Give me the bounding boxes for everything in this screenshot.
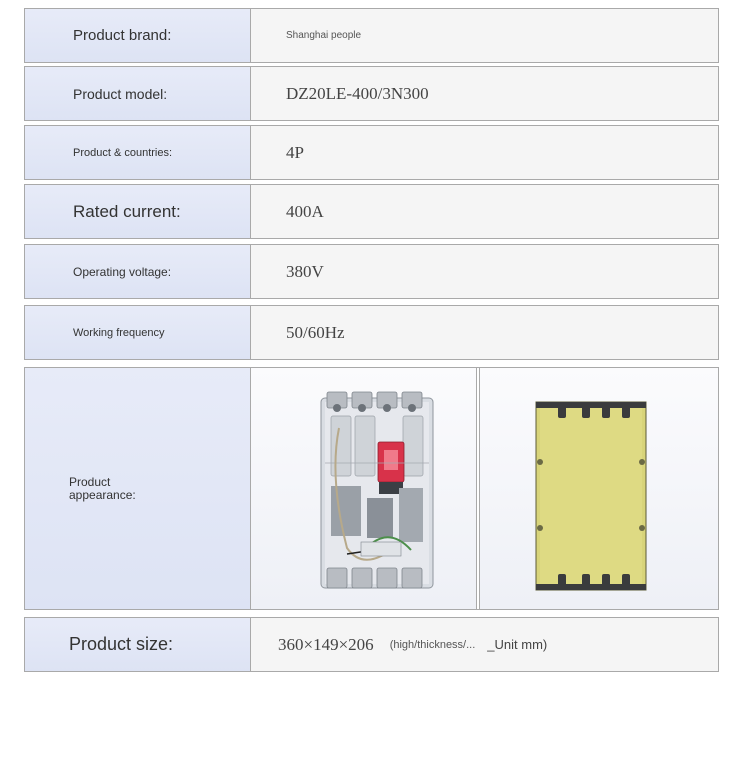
spec-label-brand: Product brand:: [73, 27, 172, 44]
spec-label-frequency: Working frequency: [73, 326, 165, 339]
spec-value-model: DZ20LE-400/3N300: [286, 83, 429, 103]
spec-label-poles: Product & countries:: [73, 146, 173, 159]
spec-label-cell: [25, 67, 251, 120]
spec-label-voltage: Operating voltage:: [73, 264, 172, 279]
spec-value-cell: [251, 185, 718, 238]
spec-row-voltage: [24, 244, 719, 299]
spec-value-cell: [251, 618, 718, 671]
spec-label-appearance: [69, 476, 136, 502]
spec-value-cell: [251, 306, 718, 359]
spec-row-model: [24, 66, 719, 121]
spec-label-cell: [25, 185, 251, 238]
spec-size-unit: _Unit mm): [487, 637, 548, 652]
product-photo-back: [479, 368, 718, 609]
spec-label-model: Product model:: [73, 85, 168, 102]
spec-label-cell: [25, 368, 251, 609]
spec-row-poles: [24, 125, 719, 180]
spec-value-voltage: 380V: [286, 261, 324, 281]
spec-label-cell: [25, 9, 251, 62]
spec-row-appearance: [24, 367, 719, 610]
spec-label-cell: [25, 245, 251, 298]
spec-row-current: [24, 184, 719, 239]
circuit-breaker-front-icon: [251, 368, 476, 609]
appearance-label-line2: appearance:: [69, 487, 136, 502]
spec-value-cell: [251, 67, 718, 120]
spec-value-cell: [251, 9, 718, 62]
spec-value-poles: 4P: [286, 142, 304, 162]
spec-label-size: Product size:: [69, 634, 174, 654]
appearance-label-line1: Product: [69, 474, 111, 489]
spec-value-cell: [251, 245, 718, 298]
spec-row-frequency: [24, 305, 719, 360]
circuit-breaker-back-icon: [480, 368, 720, 609]
spec-label-cell: [25, 618, 251, 671]
spec-value-size: 360×149×206: [278, 634, 374, 654]
spec-label-cell: [25, 306, 251, 359]
spec-value-current: 400A: [286, 201, 324, 221]
spec-size-note: (high/thickness/...: [389, 638, 476, 651]
spec-row-size: [24, 617, 719, 672]
spec-value-cell: [251, 126, 718, 179]
spec-row-brand: [24, 8, 719, 63]
spec-label-cell: [25, 126, 251, 179]
product-photo-front: [251, 368, 477, 609]
spec-value-brand: Shanghai people: [286, 30, 362, 41]
spec-label-current: Rated current:: [73, 201, 181, 221]
spec-value-frequency: 50/60Hz: [286, 322, 345, 342]
